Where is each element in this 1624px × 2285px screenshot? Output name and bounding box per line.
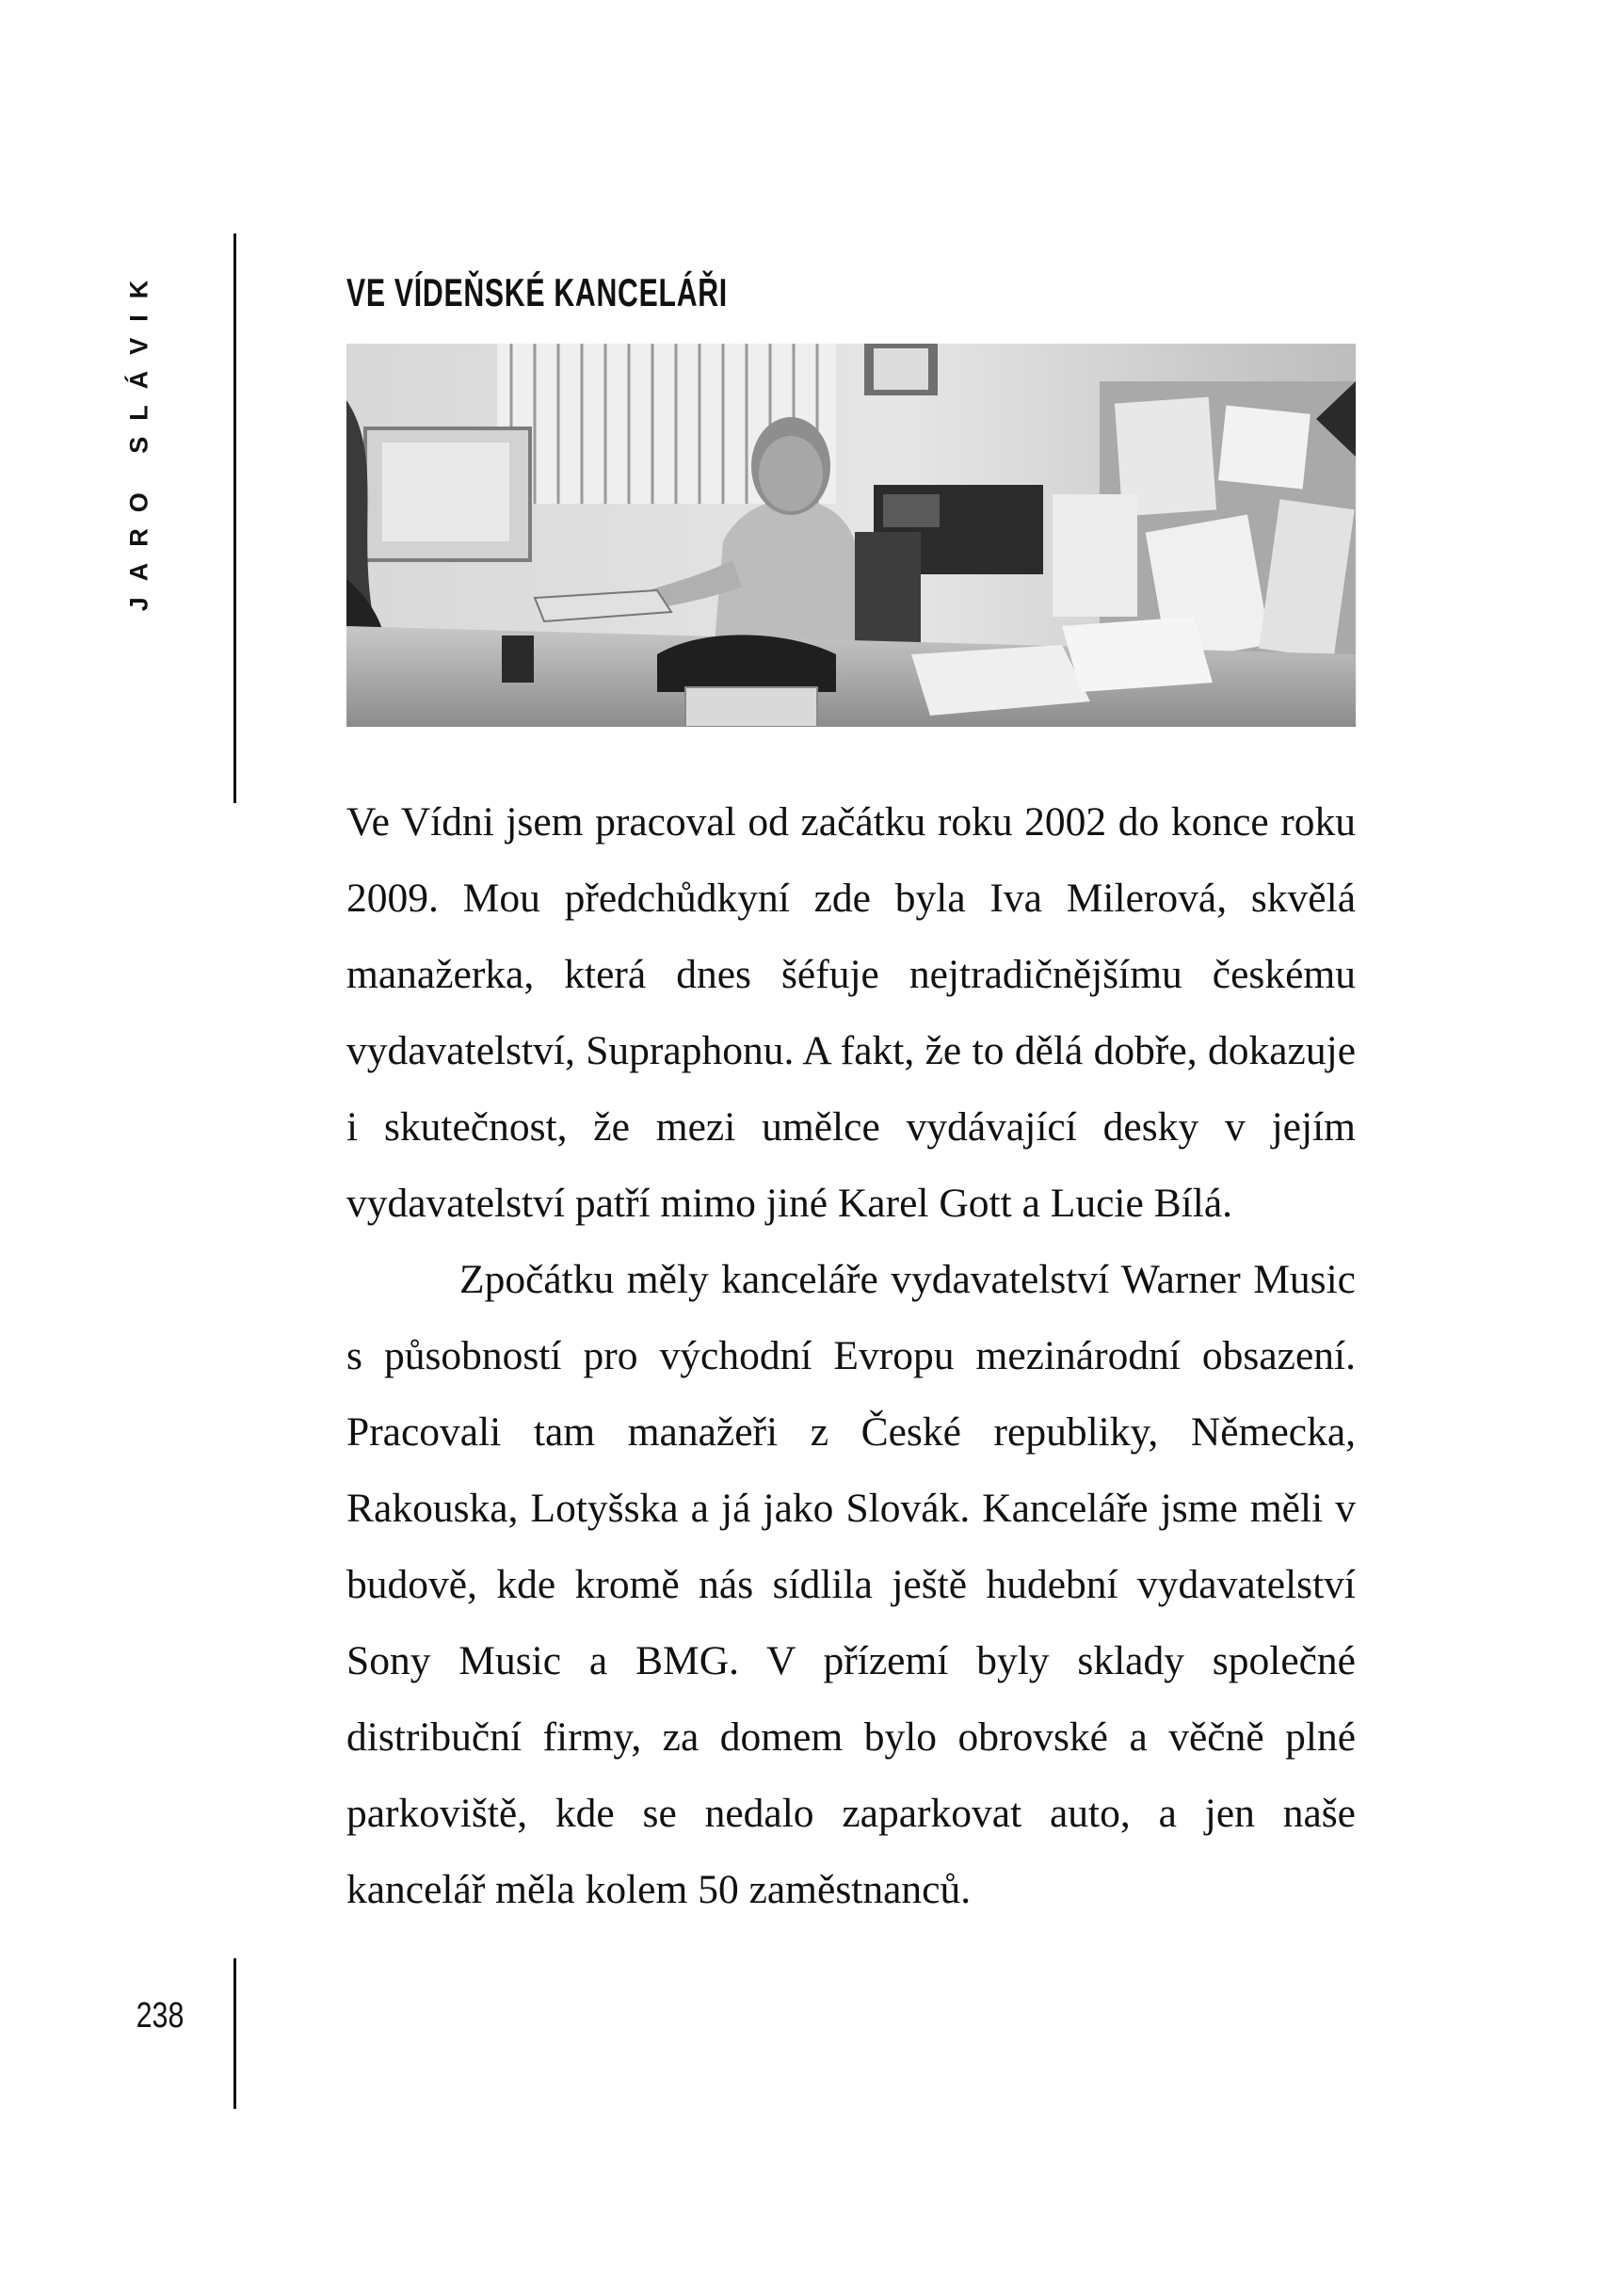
paragraph-2: Zpočátku měly kanceláře vydavatelství Warner Music s působností pro východní Evropu mezinárodní obsazení. Pracovali tam manažeři z České republiky, Německa, Rakouska, Lotyšska a já jako Slovák. Kanceláře jsme měli v budově, kde kromě nás sídlila ještě hudební vydavatelství Sony Music a BMG. V přízemí byly sklady společné distribuční firmy, za domem bylo obrovské a věčně plné parkoviště, kde se nedalo zaparkovat auto, a jen naše kancelář měla kolem 50 zaměstnanců. (346, 1257, 1356, 1912)
page-number: 238 (136, 1996, 185, 2036)
office-photo (346, 344, 1356, 727)
office-photo-icon (346, 344, 1356, 727)
paragraph-1: Ve Vídni jsem pracoval od začátku roku 2002 do konce roku 2009. Mou předchůdkyní zde byla Iva Milerová, skvělá manažerka, která dnes šéfuje nejtradičnějšímu českému vydavatelství, Supraphonu. A fakt, že to dělá dobře, dokazuje i skutečnost, že mezi umělce vydávající desky v jejím vydavatelství patří mimo jiné Karel Gott a Lucie Bílá. (346, 799, 1356, 1226)
running-head-text: JARO SLÁVIK (124, 264, 153, 612)
section-title: VE VÍDEŇSKÉ KANCELÁŘI (346, 270, 728, 314)
margin-rule-top (233, 233, 236, 803)
body-text (346, 784, 1356, 1928)
margin-rule-bottom (233, 1958, 236, 2109)
